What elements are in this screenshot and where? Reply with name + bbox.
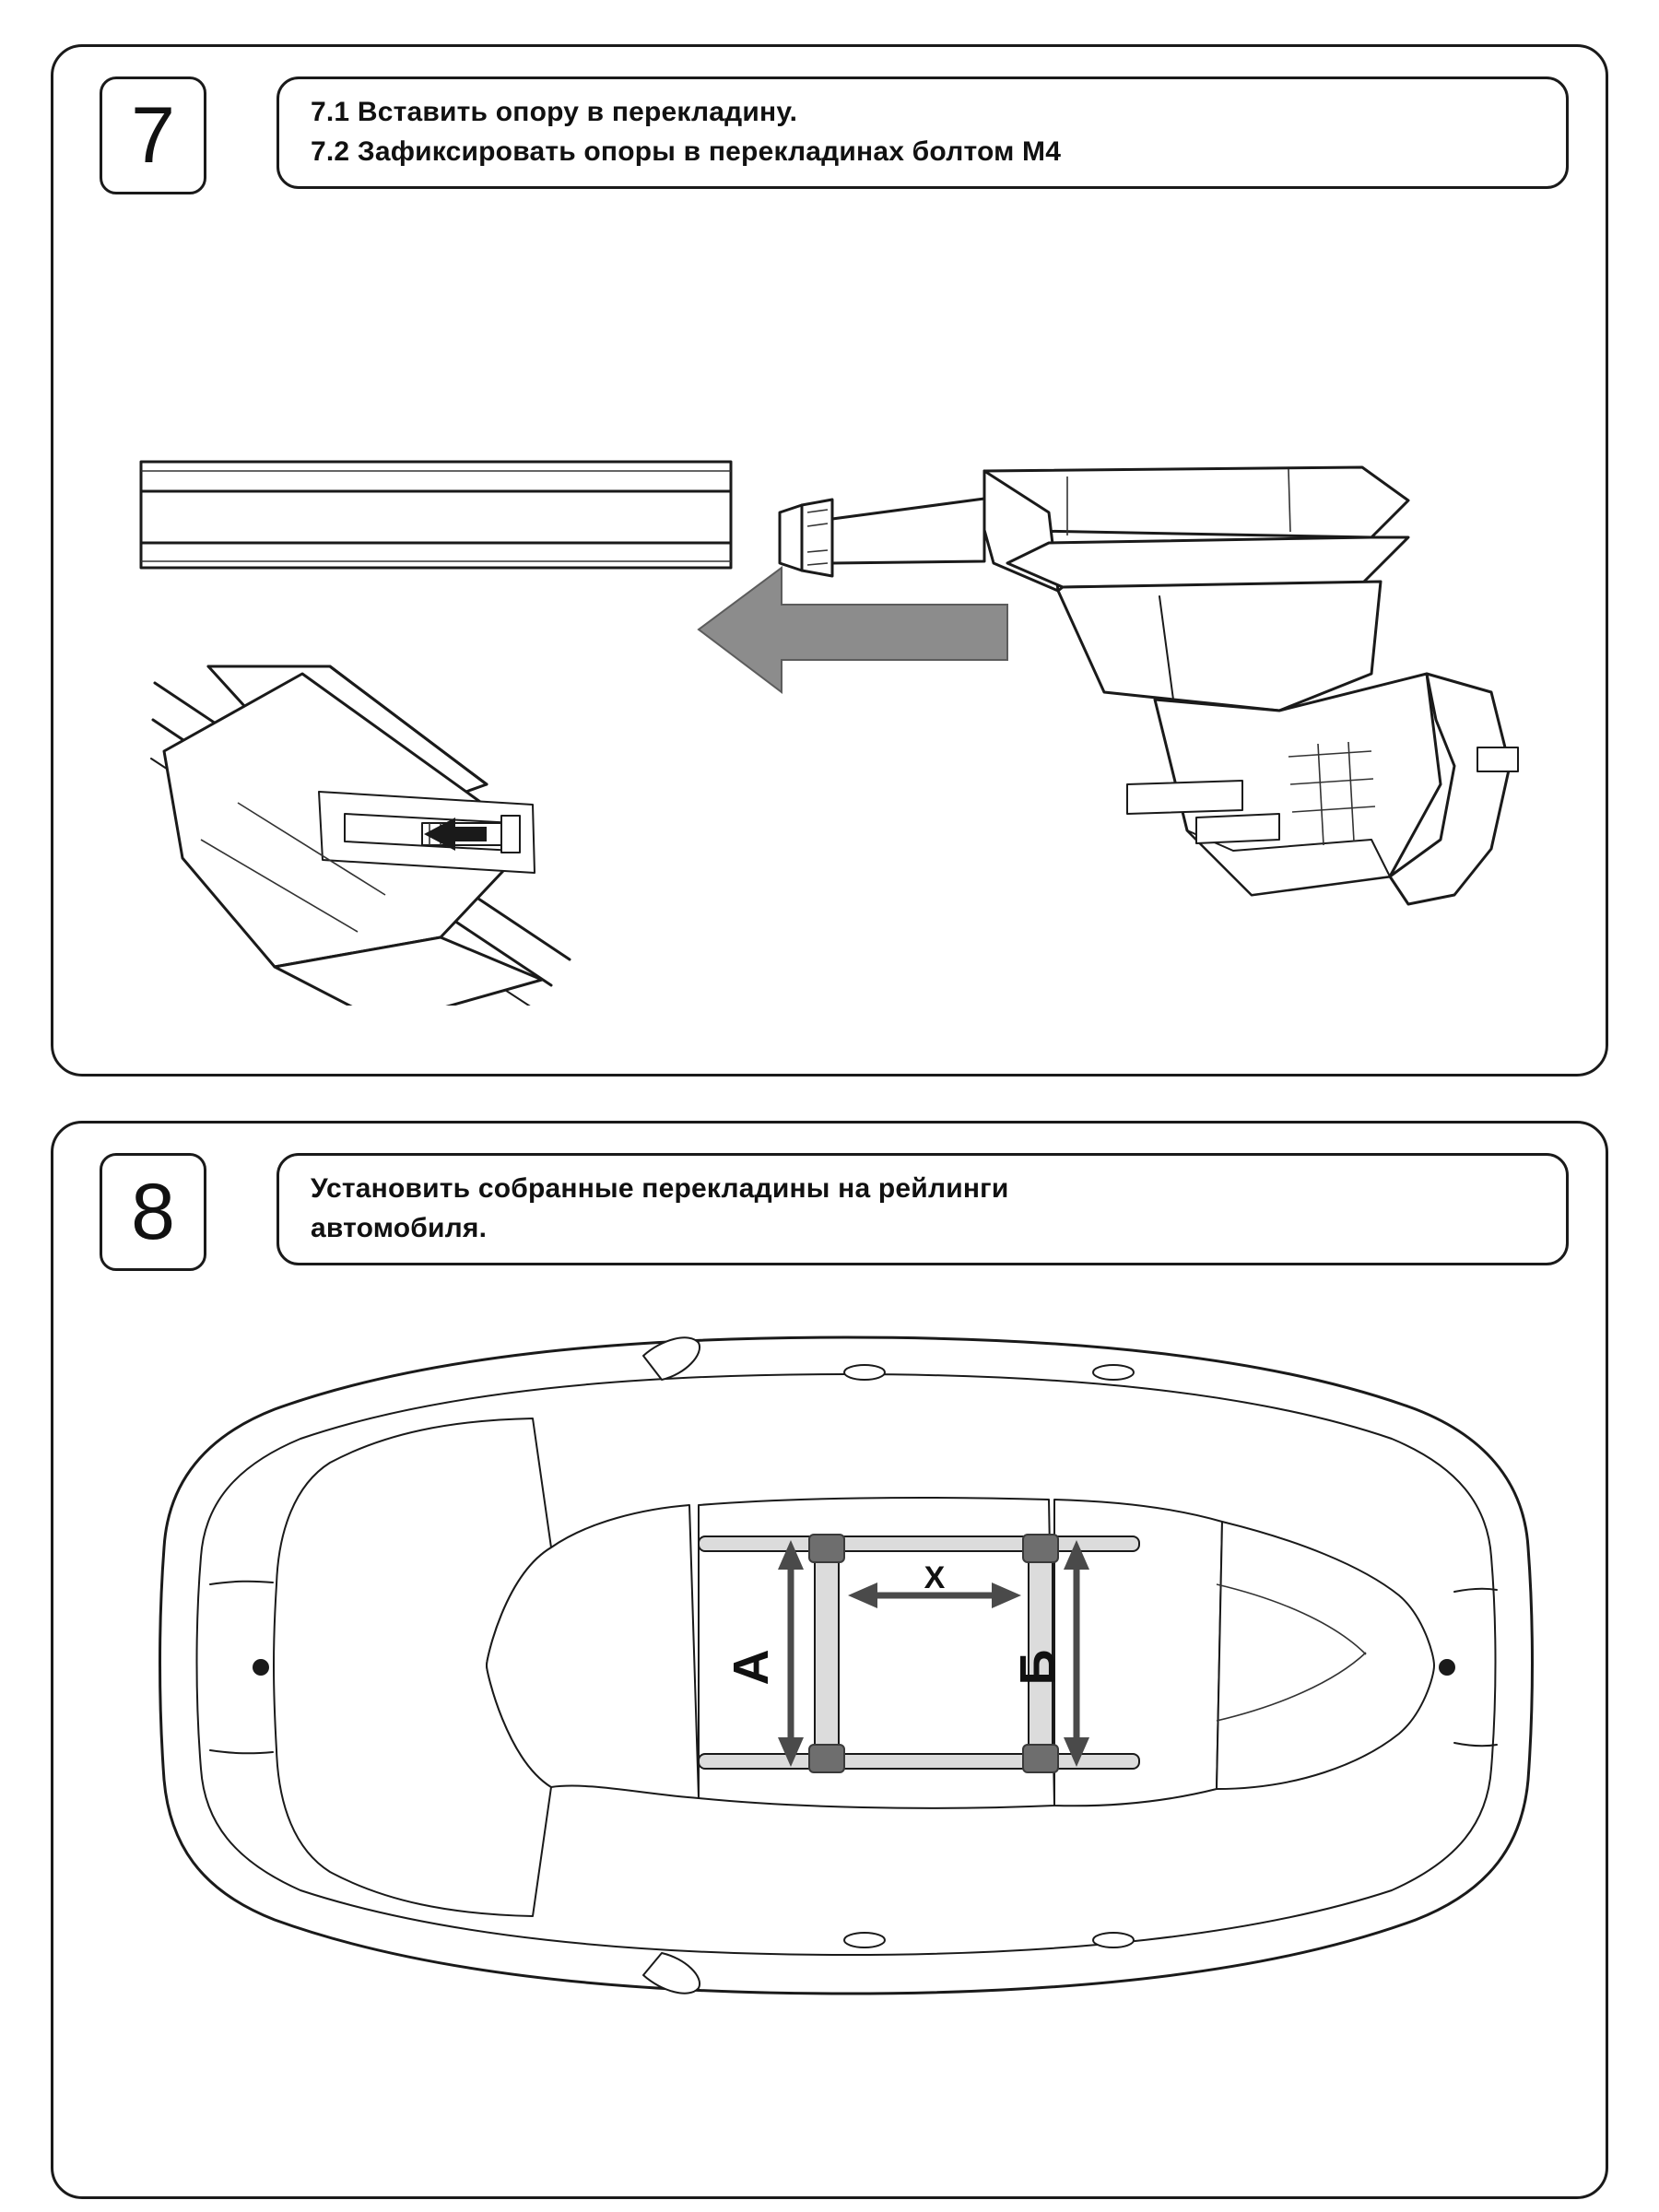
dimension-a-label: А: [724, 1649, 779, 1686]
step-8-figure: [53, 1271, 1606, 2128]
dimension-b-label: Б: [1010, 1649, 1065, 1686]
step-7-number: 7: [131, 91, 175, 180]
step-8-number-box: [100, 1153, 206, 1271]
step-7-line-1: 7.1 Вставить опору в перекладину.: [311, 97, 798, 128]
assembly-arrow-left: [699, 568, 1007, 692]
detail-close-up: [151, 666, 570, 1006]
step-panel-8: [51, 1121, 1608, 2199]
step-7-line-2: 7.2 Зафиксировать опоры в перекладинах болтом M4: [311, 136, 1062, 167]
step-8-line-2: автомобиля.: [311, 1213, 488, 1243]
support-foot: [780, 467, 1518, 904]
step-8-line-1: Установить собранные перекладины на рейлинги: [311, 1173, 1009, 1205]
car-body-outline: [160, 1337, 1533, 1994]
step-7-text-box: [276, 76, 1569, 189]
step-7-header: [53, 47, 1606, 194]
step-7-drawing: [53, 194, 1602, 1006]
step-7-figure: [53, 194, 1606, 1006]
step-7-number-box: [100, 76, 206, 194]
step-panel-7: [51, 44, 1608, 1077]
step-8-drawing: [53, 1271, 1602, 2128]
crossbar-profile: [141, 462, 731, 568]
step-8-number: 8: [131, 1168, 175, 1256]
crossbar-front: [809, 1535, 844, 1772]
dimension-x-label: X: [924, 1560, 946, 1595]
step-8-text-box: [276, 1153, 1569, 1265]
step-8-header: [53, 1124, 1606, 1271]
